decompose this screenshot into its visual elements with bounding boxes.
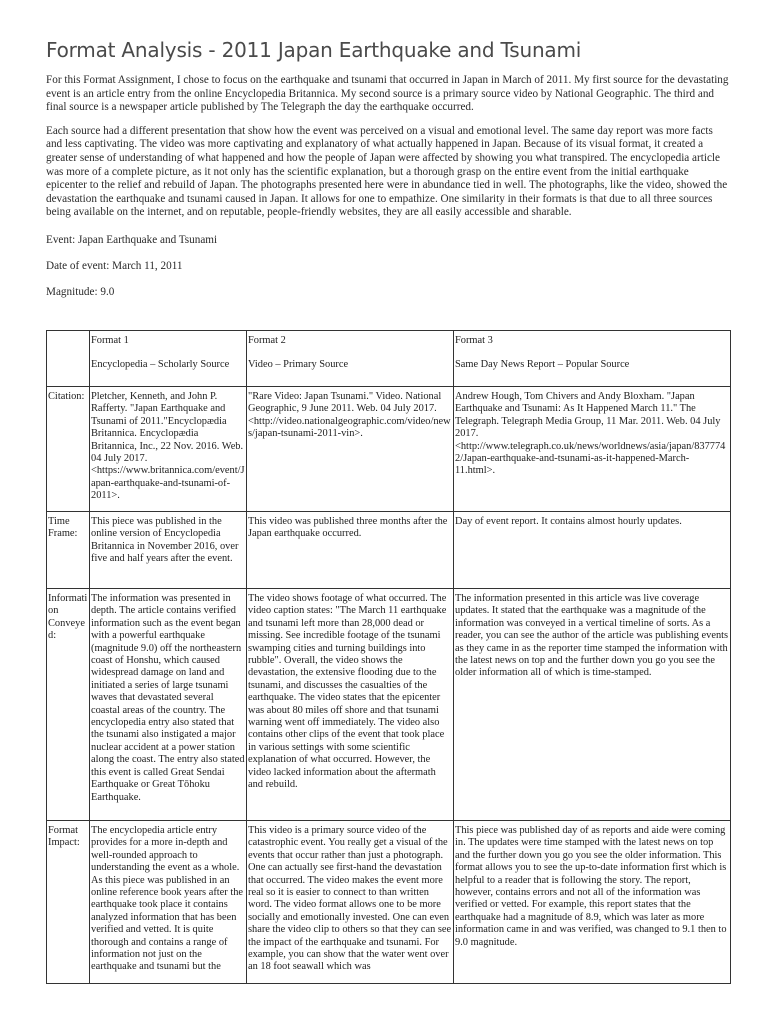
- table-cell: Day of event report. It contains almost hourly updates.: [454, 512, 731, 589]
- row-label: Format Impact:: [47, 821, 90, 984]
- table-cell: This piece was published day of as reports and aide were coming in. The updates were time stamped with the latest news on top and the further down you go you see the older information. This format allows you to see the up-to-date information first which is helpful to a reader that is following the story. The report, however, contains errors and not all of the information was verified or vetted. For example, this report states that the earthquake had a magnitude of 8.9, which was later as more information came in and was verified, was changed to 9.1 then to 9.0 magnitude.: [454, 821, 731, 984]
- format-kind: Encyclopedia – Scholarly Source: [91, 359, 230, 371]
- table-row-time-frame: [47, 512, 731, 589]
- table-row-format-impact: [47, 821, 731, 984]
- table-header-row: [47, 331, 731, 387]
- table-cell: "Rare Video: Japan Tsunami." Video. National Geographic, 9 June 2011. Web. 04 July 2017. <http://video.nationalgeographic.com/video/news/japan-tsunami-2011-vin>.: [247, 387, 454, 512]
- header-format-2: [247, 331, 454, 387]
- row-label: Citation:: [47, 387, 90, 512]
- table-cell: This video was published three months after the Japan earthquake occurred.: [247, 512, 454, 589]
- magnitude-line: Magnitude: 9.0: [46, 285, 115, 298]
- table-cell: This piece was published in the online version of Encyclopedia Britannica in November 2016, over five and half years after the event.: [90, 512, 247, 589]
- row-label: Time Frame:: [47, 512, 90, 589]
- table-cell: This video is a primary source video of the catastrophic event. You really get a visual of the events that occur rather than just a photograph. One can actually see first-hand the devastation that occurred. The video makes the event more real so it is easier to connect to than written word. The video format allows one to be more socially and emotionally invested. One can even share the video clip to others so that they can see the impact of the earthquake and tsunami. For example, you can show that the water went over an 18 foot seawall which was: [247, 821, 454, 984]
- table-row-citation: [47, 387, 731, 512]
- header-format-1: [90, 331, 247, 387]
- row-label: Information Conveyed:: [47, 589, 90, 821]
- format-number: Format 3: [455, 335, 493, 346]
- table-cell: The video shows footage of what occurred. The video caption states: "The March 11 earthquake and tsunami left more than 28,000 dead or missing. See incredible footage of the tsunami swamping cities and turning buildings into rubble". Overall, the video shows the devastation, the extensive flooding due to the tsunami, and discusses the casualties of the earthquake. The video states that the epicenter was about 80 miles off shore and that tsunami warning went off immediately. The video also contains other clips of the event that took place in various settings with some scientific explanation of what occurred. However, the video lacked information about the aftermath and rebuild.: [247, 589, 454, 821]
- table-cell: Pletcher, Kenneth, and John P. Rafferty. "Japan Earthquake and Tsunami of 2011."Encyclopædia Britannica. Encyclopædia Britannica, Inc., 22 Nov. 2016. Web. 04 July 2017. <https://www.britannica.com/event/Japan-earthquake-and-tsunami-of-2011>.: [90, 387, 247, 512]
- comparison-paragraph: Each source had a different presentation that show how the event was perceived on a visual and emotional level. The same day report was more facts and less captivating. The video was more captivating and explanatory of what actually happened in Japan. Because of its visual format, it created a greater sense of understanding of what happened and how the people of Japan were affected by showing you what transpired. The encyclopedia article was more of a complete picture, as it not only has the scientific explanation, but a thorough grasp on the entire event from the initial earthquake epicenter to the relief and rebuild of Japan. The photographs presented here were in abundance tied in well. The photographs, like the video, showed the devastation the earthquake and tsunami caused in Japan. It allows for one to empathize. One similarity in their formats is that due to all three sources being available on the internet, and on reputable, people-friendly websites, they are all easily accessible and sharable.: [46, 124, 728, 219]
- table-corner-cell: [47, 331, 90, 387]
- document-title: Format Analysis - 2011 Japan Earthquake and Tsunami: [46, 38, 582, 62]
- date-line: Date of event: March 11, 2011: [46, 259, 183, 272]
- format-kind: Video – Primary Source: [248, 359, 349, 371]
- header-format-3: [454, 331, 731, 387]
- document-page: [46, 38, 730, 298]
- format-number: Format 1: [91, 335, 129, 346]
- format-kind: Same Day News Report – Popular Source: [455, 359, 630, 371]
- table-cell: Andrew Hough, Tom Chivers and Andy Bloxham. "Japan Earthquake and Tsunami: As It Happened March 11." The Telegraph. Telegraph Media Group, 11 Mar. 2011. Web. 04 July 2017. <http://www.telegraph.co.uk/news/worldnews/asia/japan/8377742/Japan-earthquake-and-tsunami-as-it-happened-March-11.html>.: [454, 387, 731, 512]
- table-row-information-conveyed: [47, 589, 731, 821]
- format-number: Format 2: [248, 335, 286, 346]
- intro-paragraph: For this Format Assignment, I chose to focus on the earthquake and tsunami that occurred in Japan in March of 2011. My first source for the devastating event is an article entry from the online Encyclopedia Britannica. My second source is a primary source video by National Geographic. The third and final source is a newspaper article published by The Telegraph the day the earthquake occurred.: [46, 74, 729, 114]
- format-comparison-table: [46, 330, 731, 984]
- event-line: Event: Japan Earthquake and Tsunami: [46, 233, 218, 246]
- table-cell: The information presented in this article was live coverage updates. It stated that the earthquake was a magnitude of the information was conveyed in a vertical timeline of sorts. As a reader, you can see the author of the article was publishing events as they came in as the reporter time stamped the information with the latest news on top and the further down you go you see the older information all of which is time-stamped.: [454, 589, 731, 821]
- table-cell: The encyclopedia article entry provides for a more in-depth and well-rounded approach to understanding the event as a whole. As this piece was published in an online reference book years after the earthquake took place it contains analyzed information that has been verified and vetted. It is quite thorough and contains a range of information not just on the earthquake and tsunami but the: [90, 821, 247, 984]
- table-cell: The information was presented in depth. The article contains verified information such as the event began with a powerful earthquake (magnitude 9.0) off the northeastern coast of Honshu, which caused widespread damage on land and initiated a series of large tsunami waves that devastated several coastal areas of the country. The encyclopedia entry also stated that the tsunami also instigated a major nuclear accident at a power station along the coast. The entry also stated this event is called Great Sendai Earthquake or Great Tōhoku Earthquake.: [90, 589, 247, 821]
